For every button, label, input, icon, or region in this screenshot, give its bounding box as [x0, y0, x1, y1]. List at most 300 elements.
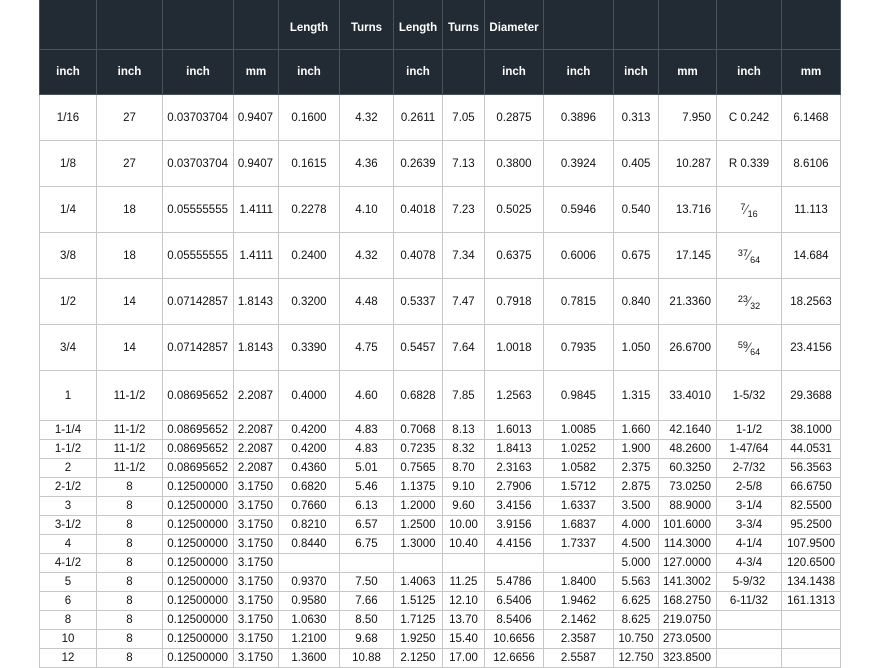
cell-od-in: 0.840 — [614, 279, 659, 325]
cell-t2: 17.00 — [443, 649, 485, 668]
table-row — [40, 497, 841, 516]
cell-l2: 0.5337 — [394, 279, 443, 325]
cell-drill-mm: 23.4156 — [782, 325, 841, 371]
cell-drill-mm: 14.684 — [782, 233, 841, 279]
cell-l2: 0.7565 — [394, 459, 443, 478]
cell-t1: 5.46 — [340, 478, 394, 497]
cell-pitch-mm: 2.2087 — [234, 459, 279, 478]
cell-od-mm: 73.0250 — [659, 478, 717, 497]
cell-t1: 4.75 — [340, 325, 394, 371]
cell-size: 1/2 — [40, 279, 97, 325]
cell-pitch-mm: 0.9407 — [234, 141, 279, 187]
fraction-numerator: 23 — [737, 293, 748, 304]
tap-drill-fraction — [717, 279, 782, 325]
header-cell: Turns — [443, 0, 485, 50]
cell-drill-in: 2-7/32 — [717, 459, 782, 478]
cell-drill-in — [717, 649, 782, 668]
cell-pitch-mm: 3.1750 — [234, 592, 279, 611]
cell-size: 3/8 — [40, 233, 97, 279]
table-row — [40, 141, 841, 187]
cell-od-in: 4.000 — [614, 516, 659, 535]
header-cell: inch — [97, 50, 163, 95]
cell-t2: 10.00 — [443, 516, 485, 535]
cell-od-in: 0.540 — [614, 187, 659, 233]
cell-pitch-in: 0.12500000 — [163, 497, 234, 516]
cell-l2: 0.7068 — [394, 421, 443, 440]
cell-dia — [485, 554, 544, 573]
cell-l1: 0.7660 — [279, 497, 340, 516]
cell-l1: 0.1600 — [279, 95, 340, 141]
cell-l2: 1.9250 — [394, 630, 443, 649]
table-row — [40, 459, 841, 478]
cell-c10: 2.1462 — [544, 611, 614, 630]
header-cell: Diameter — [485, 0, 544, 50]
cell-c10: 1.5712 — [544, 478, 614, 497]
cell-l2: 1.4063 — [394, 573, 443, 592]
cell-od-mm: 26.6700 — [659, 325, 717, 371]
header-cell — [544, 0, 614, 50]
cell-c10: 0.9845 — [544, 371, 614, 421]
cell-od-in: 5.000 — [614, 554, 659, 573]
table-row — [40, 554, 841, 573]
cell-dia: 0.2875 — [485, 95, 544, 141]
table-row — [40, 187, 841, 233]
cell-size: 4 — [40, 535, 97, 554]
cell-l1: 1.0630 — [279, 611, 340, 630]
cell-l1: 0.4360 — [279, 459, 340, 478]
header-cell: inch — [485, 50, 544, 95]
header-row-1 — [40, 0, 841, 50]
cell-t2: 7.05 — [443, 95, 485, 141]
cell-drill-mm: 134.1438 — [782, 573, 841, 592]
cell-t1 — [340, 554, 394, 573]
cell-pitch-in: 0.03703704 — [163, 95, 234, 141]
header-cell: inch — [544, 50, 614, 95]
cell-od-in: 6.625 — [614, 592, 659, 611]
cell-size: 1/4 — [40, 187, 97, 233]
cell-drill-mm: 8.6106 — [782, 141, 841, 187]
table-row — [40, 535, 841, 554]
cell-size: 2-1/2 — [40, 478, 97, 497]
fraction-denominator: 32 — [750, 300, 761, 311]
cell-pitch-mm: 3.1750 — [234, 630, 279, 649]
table-row — [40, 325, 841, 371]
cell-od-in: 0.675 — [614, 233, 659, 279]
cell-dia: 0.3800 — [485, 141, 544, 187]
cell-t1: 7.50 — [340, 573, 394, 592]
cell-dia: 12.6656 — [485, 649, 544, 668]
cell-c10: 1.6837 — [544, 516, 614, 535]
cell-size: 1/16 — [40, 95, 97, 141]
header-cell: inch — [614, 50, 659, 95]
cell-l2: 0.7235 — [394, 440, 443, 459]
cell-drill-mm — [782, 611, 841, 630]
header-cell — [717, 0, 782, 50]
cell-pitch-in: 0.05555555 — [163, 233, 234, 279]
cell-t2: 7.47 — [443, 279, 485, 325]
table-row — [40, 233, 841, 279]
cell-drill-in: C 0.242 — [717, 95, 782, 141]
cell-drill-mm: 11.113 — [782, 187, 841, 233]
cell-tpi: 27 — [97, 95, 163, 141]
table-row — [40, 478, 841, 497]
cell-size: 1-1/4 — [40, 421, 97, 440]
cell-od-in: 1.315 — [614, 371, 659, 421]
cell-l1: 0.2400 — [279, 233, 340, 279]
cell-dia: 1.0018 — [485, 325, 544, 371]
cell-c10: 0.7935 — [544, 325, 614, 371]
header-cell: inch — [279, 50, 340, 95]
cell-t1: 4.10 — [340, 187, 394, 233]
cell-l2: 1.2500 — [394, 516, 443, 535]
cell-size: 3-1/2 — [40, 516, 97, 535]
cell-c10: 1.0085 — [544, 421, 614, 440]
cell-pitch-in: 0.08695652 — [163, 371, 234, 421]
cell-t1: 4.36 — [340, 141, 394, 187]
cell-l2: 1.3000 — [394, 535, 443, 554]
cell-drill-mm: 56.3563 — [782, 459, 841, 478]
cell-size: 4-1/2 — [40, 554, 97, 573]
cell-dia: 4.4156 — [485, 535, 544, 554]
cell-l2: 2.1250 — [394, 649, 443, 668]
cell-pitch-in: 0.12500000 — [163, 478, 234, 497]
cell-size: 1 — [40, 371, 97, 421]
header-cell: Length — [279, 0, 340, 50]
cell-od-mm: 273.0500 — [659, 630, 717, 649]
header-cell: Turns — [340, 0, 394, 50]
cell-t1: 4.48 — [340, 279, 394, 325]
cell-size: 8 — [40, 611, 97, 630]
cell-t1: 4.32 — [340, 95, 394, 141]
cell-size: 2 — [40, 459, 97, 478]
cell-c10: 1.0252 — [544, 440, 614, 459]
cell-pitch-mm: 2.2087 — [234, 421, 279, 440]
cell-od-mm: 13.716 — [659, 187, 717, 233]
cell-dia: 8.5406 — [485, 611, 544, 630]
cell-c10: 0.7815 — [544, 279, 614, 325]
cell-drill-mm — [782, 649, 841, 668]
cell-tpi: 11-1/2 — [97, 371, 163, 421]
cell-tpi: 18 — [97, 187, 163, 233]
cell-od-in: 4.500 — [614, 535, 659, 554]
cell-od-mm: 21.3360 — [659, 279, 717, 325]
cell-size: 1-1/2 — [40, 440, 97, 459]
cell-l1: 1.3600 — [279, 649, 340, 668]
cell-tpi: 11-1/2 — [97, 421, 163, 440]
cell-t2: 11.25 — [443, 573, 485, 592]
cell-od-mm: 33.4010 — [659, 371, 717, 421]
cell-l1: 1.2100 — [279, 630, 340, 649]
pipe-thread-table-container — [39, 0, 841, 668]
cell-pitch-mm: 1.8143 — [234, 279, 279, 325]
table-row — [40, 649, 841, 668]
tap-drill-fraction — [717, 325, 782, 371]
cell-c10: 1.7337 — [544, 535, 614, 554]
cell-drill-mm: 82.5500 — [782, 497, 841, 516]
cell-l2 — [394, 554, 443, 573]
cell-tpi: 8 — [97, 478, 163, 497]
cell-od-mm: 219.0750 — [659, 611, 717, 630]
cell-l1: 0.3200 — [279, 279, 340, 325]
cell-od-in: 1.050 — [614, 325, 659, 371]
cell-size: 3/4 — [40, 325, 97, 371]
cell-l2: 0.6828 — [394, 371, 443, 421]
cell-l2: 1.2000 — [394, 497, 443, 516]
cell-tpi: 14 — [97, 325, 163, 371]
cell-dia: 2.3163 — [485, 459, 544, 478]
cell-l1: 0.4000 — [279, 371, 340, 421]
cell-pitch-in: 0.12500000 — [163, 535, 234, 554]
cell-pitch-in: 0.03703704 — [163, 141, 234, 187]
cell-tpi: 8 — [97, 592, 163, 611]
cell-t2: 7.13 — [443, 141, 485, 187]
cell-t1: 4.83 — [340, 421, 394, 440]
cell-drill-mm: 29.3688 — [782, 371, 841, 421]
tap-drill-fraction — [717, 187, 782, 233]
cell-size: 10 — [40, 630, 97, 649]
table-body — [40, 95, 841, 668]
cell-pitch-mm: 3.1750 — [234, 535, 279, 554]
cell-pitch-in: 0.12500000 — [163, 592, 234, 611]
cell-od-mm: 114.3000 — [659, 535, 717, 554]
cell-dia: 0.5025 — [485, 187, 544, 233]
header-cell — [443, 50, 485, 95]
cell-t1: 10.88 — [340, 649, 394, 668]
cell-drill-mm: 66.6750 — [782, 478, 841, 497]
cell-tpi: 8 — [97, 516, 163, 535]
cell-od-in: 8.625 — [614, 611, 659, 630]
cell-c10: 1.6337 — [544, 497, 614, 516]
table-row — [40, 371, 841, 421]
cell-tpi: 8 — [97, 554, 163, 573]
header-row-2 — [40, 50, 841, 95]
cell-size: 6 — [40, 592, 97, 611]
header-cell — [97, 0, 163, 50]
header-cell — [340, 50, 394, 95]
cell-pitch-in: 0.12500000 — [163, 516, 234, 535]
cell-drill-in: 1-47/64 — [717, 440, 782, 459]
cell-od-mm: 10.287 — [659, 141, 717, 187]
pipe-thread-table — [39, 0, 841, 668]
fraction-numerator: 59 — [737, 339, 748, 350]
cell-drill-mm: 120.6500 — [782, 554, 841, 573]
cell-dia: 5.4786 — [485, 573, 544, 592]
cell-t2: 8.70 — [443, 459, 485, 478]
cell-drill-mm — [782, 630, 841, 649]
cell-drill-mm: 44.0531 — [782, 440, 841, 459]
cell-od-mm: 17.145 — [659, 233, 717, 279]
cell-od-mm: 323.8500 — [659, 649, 717, 668]
cell-t2: 9.60 — [443, 497, 485, 516]
cell-dia: 6.5406 — [485, 592, 544, 611]
cell-t2: 9.10 — [443, 478, 485, 497]
cell-pitch-mm: 3.1750 — [234, 497, 279, 516]
cell-tpi: 27 — [97, 141, 163, 187]
cell-pitch-in: 0.12500000 — [163, 630, 234, 649]
cell-pitch-mm: 1.4111 — [234, 233, 279, 279]
cell-drill-in: 1-5/32 — [717, 371, 782, 421]
cell-tpi: 8 — [97, 497, 163, 516]
cell-l2: 0.2639 — [394, 141, 443, 187]
cell-c10: 0.3924 — [544, 141, 614, 187]
table-row — [40, 95, 841, 141]
cell-od-mm: 127.0000 — [659, 554, 717, 573]
header-cell: inch — [717, 50, 782, 95]
cell-c10: 0.6006 — [544, 233, 614, 279]
cell-t2: 7.34 — [443, 233, 485, 279]
cell-dia: 1.2563 — [485, 371, 544, 421]
cell-od-mm: 141.3002 — [659, 573, 717, 592]
cell-drill-in: 2-5/8 — [717, 478, 782, 497]
cell-pitch-in: 0.12500000 — [163, 649, 234, 668]
cell-dia: 10.6656 — [485, 630, 544, 649]
cell-od-in: 12.750 — [614, 649, 659, 668]
cell-tpi: 11-1/2 — [97, 459, 163, 478]
cell-t2: 12.10 — [443, 592, 485, 611]
cell-pitch-in: 0.08695652 — [163, 459, 234, 478]
cell-l1: 0.6820 — [279, 478, 340, 497]
fraction-slash: ⁄ — [747, 246, 751, 263]
cell-drill-mm: 161.1313 — [782, 592, 841, 611]
cell-drill-in: R 0.339 — [717, 141, 782, 187]
cell-l2: 0.4078 — [394, 233, 443, 279]
cell-od-mm: 101.6000 — [659, 516, 717, 535]
cell-l1: 0.3390 — [279, 325, 340, 371]
cell-dia: 0.7918 — [485, 279, 544, 325]
cell-pitch-in: 0.12500000 — [163, 573, 234, 592]
cell-size: 3 — [40, 497, 97, 516]
cell-t1: 5.01 — [340, 459, 394, 478]
cell-l1 — [279, 554, 340, 573]
cell-od-in: 3.500 — [614, 497, 659, 516]
table-row — [40, 573, 841, 592]
cell-od-in: 1.900 — [614, 440, 659, 459]
fraction-denominator: 64 — [750, 254, 761, 265]
cell-od-in: 2.375 — [614, 459, 659, 478]
cell-l2: 0.5457 — [394, 325, 443, 371]
cell-l1: 0.9370 — [279, 573, 340, 592]
header-cell — [782, 0, 841, 50]
cell-l2: 1.1375 — [394, 478, 443, 497]
cell-t1: 6.13 — [340, 497, 394, 516]
cell-tpi: 18 — [97, 233, 163, 279]
cell-drill-in — [717, 630, 782, 649]
cell-c10: 2.5587 — [544, 649, 614, 668]
header-cell — [659, 0, 717, 50]
cell-t1: 6.75 — [340, 535, 394, 554]
cell-pitch-in: 0.12500000 — [163, 554, 234, 573]
cell-dia: 0.6375 — [485, 233, 544, 279]
cell-od-in: 0.313 — [614, 95, 659, 141]
cell-t1: 4.83 — [340, 440, 394, 459]
cell-t2: 7.85 — [443, 371, 485, 421]
header-cell — [614, 0, 659, 50]
cell-l2: 1.5125 — [394, 592, 443, 611]
cell-dia: 1.8413 — [485, 440, 544, 459]
cell-drill-in: 4-1/4 — [717, 535, 782, 554]
cell-drill-in: 4-3/4 — [717, 554, 782, 573]
cell-c10: 1.9462 — [544, 592, 614, 611]
cell-t2: 15.40 — [443, 630, 485, 649]
table-row — [40, 611, 841, 630]
cell-size: 5 — [40, 573, 97, 592]
table-row — [40, 421, 841, 440]
cell-t2: 13.70 — [443, 611, 485, 630]
cell-drill-mm: 6.1468 — [782, 95, 841, 141]
cell-od-mm: 42.1640 — [659, 421, 717, 440]
cell-pitch-mm: 1.4111 — [234, 187, 279, 233]
cell-od-mm: 48.2600 — [659, 440, 717, 459]
cell-tpi: 8 — [97, 573, 163, 592]
cell-od-in: 0.405 — [614, 141, 659, 187]
cell-dia: 1.6013 — [485, 421, 544, 440]
cell-l2: 0.2611 — [394, 95, 443, 141]
cell-drill-in — [717, 611, 782, 630]
cell-t2: 8.13 — [443, 421, 485, 440]
cell-pitch-mm: 2.2087 — [234, 440, 279, 459]
cell-pitch-in: 0.07142857 — [163, 279, 234, 325]
table-row — [40, 516, 841, 535]
cell-od-mm: 88.9000 — [659, 497, 717, 516]
cell-drill-in: 5-9/32 — [717, 573, 782, 592]
cell-od-mm: 60.3250 — [659, 459, 717, 478]
cell-l1: 0.4200 — [279, 440, 340, 459]
cell-t1: 9.68 — [340, 630, 394, 649]
cell-pitch-in: 0.05555555 — [163, 187, 234, 233]
header-cell — [40, 0, 97, 50]
cell-c10: 0.5946 — [544, 187, 614, 233]
cell-drill-mm: 38.1000 — [782, 421, 841, 440]
cell-drill-in: 3-1/4 — [717, 497, 782, 516]
cell-od-in: 1.660 — [614, 421, 659, 440]
cell-dia: 3.9156 — [485, 516, 544, 535]
cell-t1: 8.50 — [340, 611, 394, 630]
fraction-denominator: 64 — [750, 346, 761, 357]
table-row — [40, 630, 841, 649]
cell-od-in: 10.750 — [614, 630, 659, 649]
fraction-slash: ⁄ — [747, 338, 751, 355]
cell-drill-mm: 18.2563 — [782, 279, 841, 325]
header-cell: mm — [782, 50, 841, 95]
cell-tpi: 14 — [97, 279, 163, 325]
cell-drill-mm: 95.2500 — [782, 516, 841, 535]
cell-tpi: 8 — [97, 649, 163, 668]
cell-l2: 0.4018 — [394, 187, 443, 233]
cell-t2: 10.40 — [443, 535, 485, 554]
cell-drill-in: 3-3/4 — [717, 516, 782, 535]
cell-c10 — [544, 554, 614, 573]
cell-c10: 0.3896 — [544, 95, 614, 141]
header-cell: Length — [394, 0, 443, 50]
header-cell — [234, 0, 279, 50]
table-row — [40, 440, 841, 459]
header-cell: inch — [394, 50, 443, 95]
cell-pitch-in: 0.08695652 — [163, 421, 234, 440]
cell-pitch-mm: 3.1750 — [234, 554, 279, 573]
cell-t2: 7.64 — [443, 325, 485, 371]
cell-drill-mm: 107.9500 — [782, 535, 841, 554]
header-cell: mm — [234, 50, 279, 95]
cell-l1: 0.4200 — [279, 421, 340, 440]
cell-l1: 0.9580 — [279, 592, 340, 611]
fraction-numerator: 37 — [737, 247, 748, 258]
cell-c10: 2.3587 — [544, 630, 614, 649]
cell-drill-in: 1-1/2 — [717, 421, 782, 440]
fraction-slash: ⁄ — [747, 292, 751, 309]
fraction-numerator: 7 — [740, 201, 746, 212]
table-row — [40, 592, 841, 611]
cell-pitch-mm: 0.9407 — [234, 95, 279, 141]
